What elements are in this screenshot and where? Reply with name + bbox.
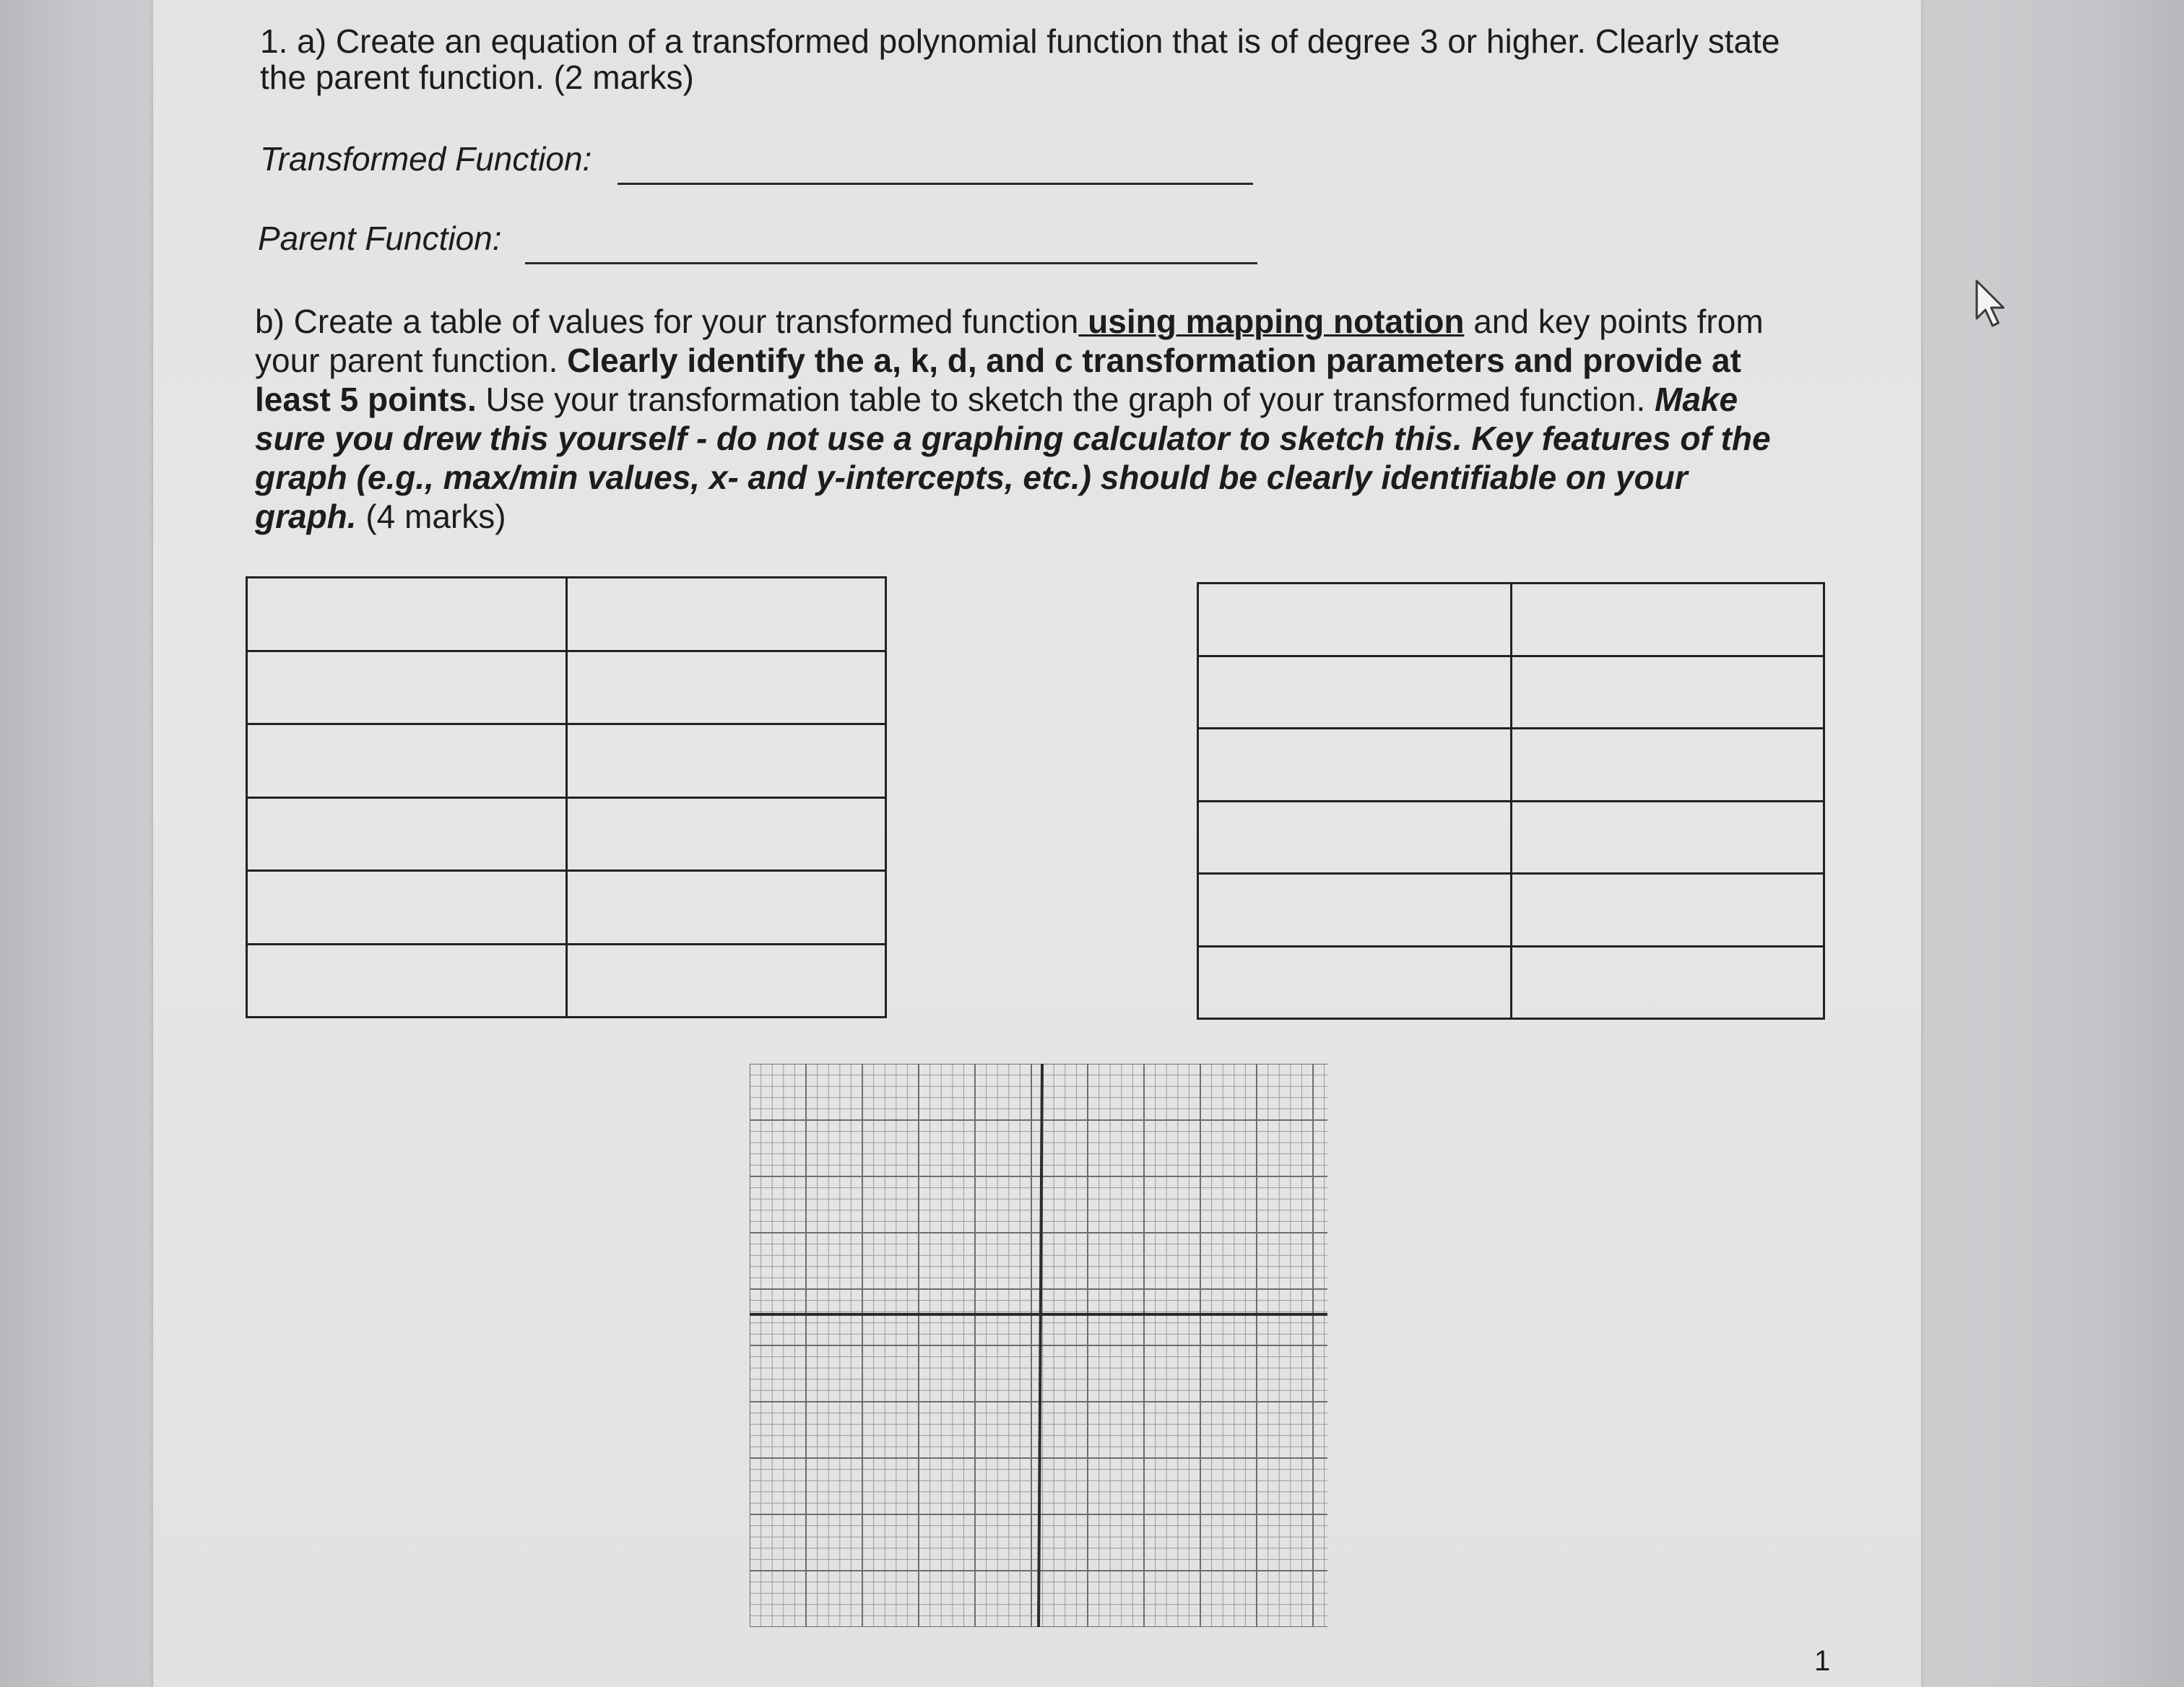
table-cell[interactable] bbox=[1511, 946, 1824, 1019]
table-row bbox=[1198, 874, 1824, 947]
parent-function-label: Parent Function: bbox=[258, 220, 502, 257]
table-cell[interactable] bbox=[566, 724, 886, 798]
table-cell[interactable] bbox=[1511, 801, 1824, 874]
table-of-values-left bbox=[246, 576, 887, 1018]
question-b-text bbox=[255, 302, 1793, 536]
table-row bbox=[247, 944, 886, 1018]
y-axis bbox=[1039, 1064, 1042, 1627]
table-row bbox=[1198, 584, 1824, 656]
question-b-warning: Make sure you drew this yourself - do not use a graphing calculator to sketch this. Key features of the graph (e.g., max/min values, x- and y-intercepts, etc.) should be clearly identifiable on your graph. bbox=[255, 381, 1771, 535]
table-row bbox=[1198, 729, 1824, 802]
table-cell[interactable] bbox=[1511, 874, 1824, 947]
table-cell[interactable] bbox=[247, 724, 567, 798]
table-cell[interactable] bbox=[1511, 656, 1824, 729]
table-cell[interactable] bbox=[1198, 656, 1512, 729]
question-a-text: 1. a) Create an equation of a transformed polynomial function that is of degree 3 or higher. Clearly state the parent function. (2 marks) bbox=[260, 22, 1780, 96]
table-cell[interactable] bbox=[247, 578, 567, 651]
table-cell[interactable] bbox=[1511, 729, 1824, 802]
table-cell[interactable] bbox=[1198, 584, 1512, 656]
table-cell[interactable] bbox=[1511, 584, 1824, 656]
question-b-requirement: Clearly identify the a, k, d, and c transformation parameters and provide at least 5 points. bbox=[255, 342, 1741, 418]
mapping-notation-emphasis: using mapping notation bbox=[1078, 303, 1465, 340]
table-cell[interactable] bbox=[566, 944, 886, 1018]
parent-function-answer-line[interactable] bbox=[525, 262, 1257, 264]
table-row bbox=[1198, 946, 1824, 1019]
page-number: 1 bbox=[1814, 1645, 1831, 1677]
table-cell[interactable] bbox=[566, 578, 886, 651]
question-b-continue: and key points from your parent function. bbox=[255, 303, 1764, 379]
table-row bbox=[247, 797, 886, 871]
table-of-values-right bbox=[1197, 582, 1825, 1020]
table-row bbox=[1198, 801, 1824, 874]
table-cell[interactable] bbox=[566, 871, 886, 945]
table-cell[interactable] bbox=[247, 651, 567, 724]
table-cell[interactable] bbox=[566, 797, 886, 871]
table-cell[interactable] bbox=[247, 871, 567, 945]
table-cell[interactable] bbox=[1198, 874, 1512, 947]
table-row bbox=[247, 651, 886, 724]
table-cell[interactable] bbox=[566, 651, 886, 724]
table-cell[interactable] bbox=[1198, 729, 1512, 802]
table-cell[interactable] bbox=[247, 797, 567, 871]
question-b-intro: b) Create a table of values for your transformed function bbox=[255, 303, 1079, 340]
cursor-arrow-icon bbox=[1974, 278, 2008, 329]
table-row bbox=[247, 578, 886, 651]
table-cell[interactable] bbox=[1198, 801, 1512, 874]
table-cell[interactable] bbox=[1198, 946, 1512, 1019]
table-cell[interactable] bbox=[247, 944, 567, 1018]
transformed-function-answer-line[interactable] bbox=[618, 183, 1253, 185]
question-b-sketch-instruction: Use your transformation table to sketch the graph of your transformed function. bbox=[476, 381, 1655, 418]
table-row bbox=[247, 724, 886, 798]
graph-grid[interactable] bbox=[750, 1064, 1327, 1627]
table-row bbox=[1198, 656, 1824, 729]
table-row bbox=[247, 871, 886, 945]
question-b-marks: (4 marks) bbox=[356, 498, 506, 535]
transformed-function-label: Transformed Function: bbox=[260, 140, 592, 178]
